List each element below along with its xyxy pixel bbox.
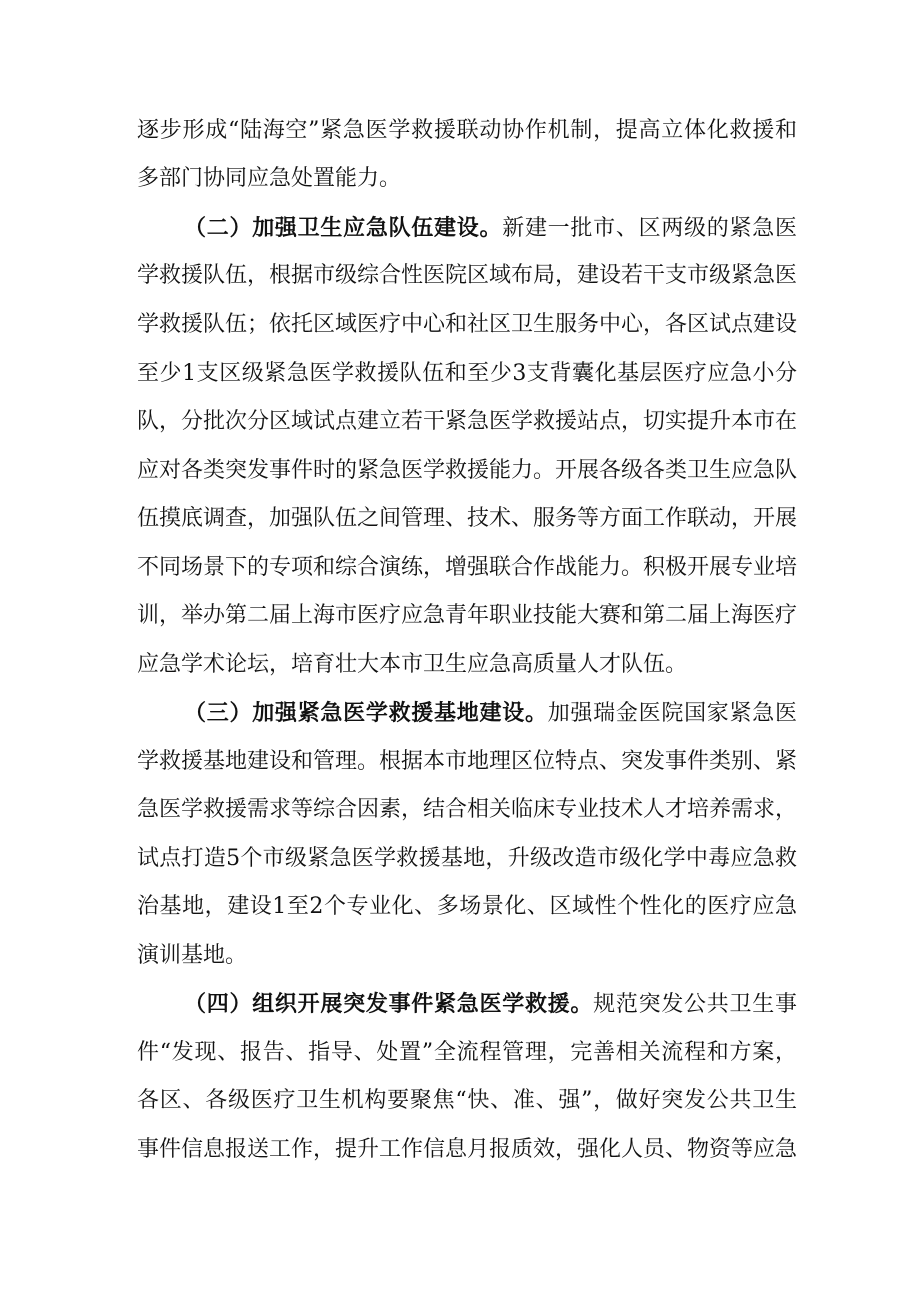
line-text: 应对各类突发事件时的紧急医学救援能力。开展各级各类卫生应急队: [137, 458, 798, 483]
line-text: 试点打造5个市级紧急医学救援基地，升级改造市级化学中毒应急救: [137, 846, 797, 871]
line-text: 伍摸底调查，加强队伍之间管理、技术、服务等方面工作联动，开展: [137, 506, 798, 531]
line-text: 学救援基地建设和管理。根据本市地理区位特点、突发事件类别、紧: [137, 749, 798, 774]
line-text: 学救援队伍；依托区域医疗中心和社区卫生服务中心，各区试点建设: [137, 312, 798, 337]
line-text: 不同场景下的专项和综合演练，增强联合作战能力。积极开展专业培: [137, 555, 798, 580]
text-line: [137, 309, 797, 341]
section-heading: （四）组织开展突发事件紧急医学救援。: [184, 991, 594, 1017]
text-line: [137, 455, 797, 487]
text-line: [184, 988, 797, 1020]
line-text: 件“发现、报告、指导、处置”全流程管理，完善相关流程和方案，: [137, 1040, 797, 1065]
section-heading: （三）加强紧急医学救援基地建设。: [184, 700, 548, 726]
line-text: 队，分批次分区域试点建立若干紧急医学救援站点，切实提升本市在: [137, 409, 798, 434]
text-line: [137, 600, 797, 632]
line-text: 学救援队伍，根据市级综合性医院区域布局，建设若干支市级紧急医: [137, 263, 798, 288]
line-text: 应急学术论坛，培育壮大本市卫生应急高质量人才队伍。: [137, 652, 688, 677]
line-text: 多部门协同应急处置能力。: [137, 166, 402, 191]
text-line: [137, 358, 797, 390]
section-heading: （二）加强卫生应急队伍建设。: [184, 215, 503, 241]
line-text: 训，举办第二届上海市医疗应急青年职业技能大赛和第二届上海医疗: [137, 603, 798, 628]
text-line: [137, 1085, 797, 1117]
text-line: [137, 503, 797, 535]
text-line: [137, 552, 797, 584]
text-line: [184, 697, 797, 729]
line-text: 演训基地。: [137, 943, 248, 968]
line-text: 各区、各级医疗卫生机构要聚焦“快、准、强”，做好突发公共卫生: [137, 1088, 797, 1113]
text-line: [184, 212, 797, 244]
text-line: [137, 746, 797, 778]
text-line: [137, 1134, 797, 1166]
text-line: [137, 1037, 797, 1069]
text-line: [137, 649, 797, 681]
line-text: 急医学救援需求等综合因素，结合相关临床专业技术人才培养需求，: [137, 797, 798, 822]
text-line: [137, 891, 797, 923]
text-line: [137, 163, 797, 195]
text-line: [137, 115, 797, 147]
line-text: 加强瑞金医院国家紧急医: [547, 701, 797, 726]
text-line: [137, 794, 797, 826]
line-text: 规范突发公共卫生事: [593, 992, 797, 1017]
text-line: [137, 406, 797, 438]
text-line: [137, 843, 797, 875]
line-text: 事件信息报送工作，提升工作信息月报质效，强化人员、物资等应急: [137, 1137, 798, 1162]
line-text: 治基地，建设1至2个专业化、多场景化、区域性个性化的医疗应急: [137, 894, 797, 919]
text-line: [137, 260, 797, 292]
line-text: 至少1支区级紧急医学救援队伍和至少3支背囊化基层医疗应急小分: [137, 361, 797, 386]
line-text: 逐步形成“陆海空”紧急医学救援联动协作机制，提高立体化救援和: [137, 118, 797, 143]
text-line: [137, 940, 797, 972]
line-text: 新建一批市、区两级的紧急医: [502, 216, 797, 241]
